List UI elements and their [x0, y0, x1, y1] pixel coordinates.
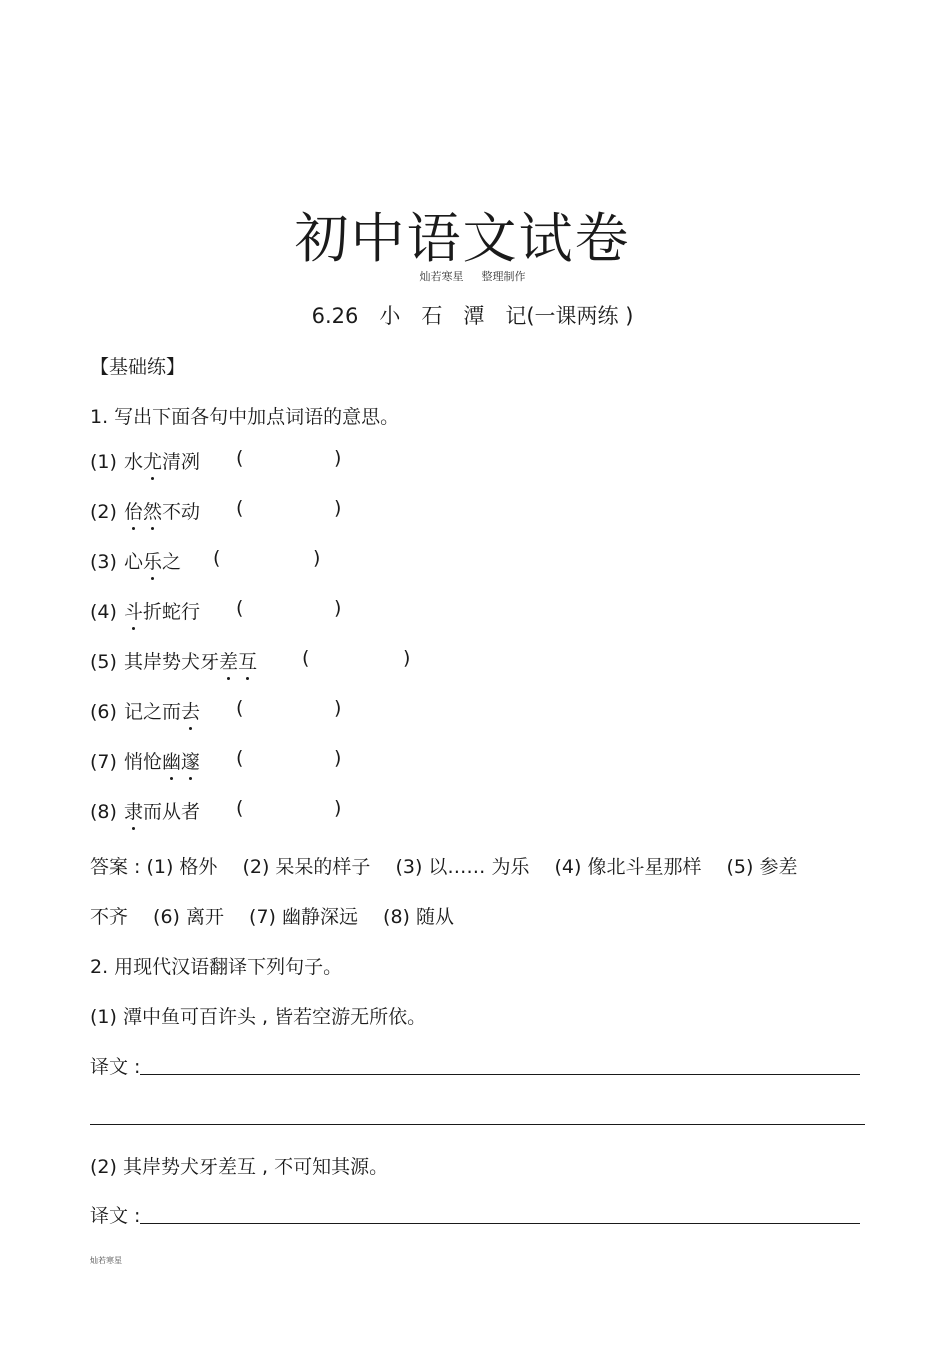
item-number: (8) — [90, 801, 117, 823]
item-char: 悄 — [124, 751, 144, 773]
emphasized-char: 幽 — [162, 751, 182, 773]
translation-label: 译文 : — [90, 1056, 141, 1078]
q1-item-6 — [90, 697, 200, 724]
item-number: (3) — [90, 551, 117, 573]
item-number: (5) — [90, 651, 117, 673]
blank-open-paren: ( — [236, 747, 244, 769]
item-text — [124, 451, 200, 473]
item-char: 从 — [162, 801, 182, 823]
emphasized-char: 邃 — [181, 751, 201, 773]
item-text — [124, 751, 200, 773]
blank-open-paren: ( — [236, 597, 244, 619]
item-char: 牙 — [200, 651, 220, 673]
blank-open-paren: ( — [236, 797, 244, 819]
lesson-title: 6.26 小 石 潭 记(一课两练 ) — [311, 304, 634, 328]
item-char: 心 — [124, 551, 144, 573]
item-number: (2) — [90, 501, 117, 523]
item-char: 水 — [124, 451, 144, 473]
author-name: 灿若寒星 — [419, 270, 464, 283]
blank-close-paren: ) — [334, 497, 342, 519]
q1-prompt: 1. 写出下面各句中加点词语的意思。 — [90, 406, 400, 428]
q2-prompt: 2. 用现代汉语翻译下列句子。 — [90, 956, 343, 978]
emphasized-char: 去 — [181, 701, 201, 723]
page-footer: 灿若寒星 — [90, 1256, 122, 1265]
q2-sentence-2: (2) 其岸势犬牙差互 , 不可知其源。 — [90, 1156, 389, 1178]
emphasized-char: 乐 — [143, 551, 163, 573]
blank-open-paren: ( — [236, 497, 244, 519]
credit-text: 整理制作 — [481, 270, 526, 283]
blank-open-paren: ( — [236, 697, 244, 719]
emphasized-char: 隶 — [124, 801, 144, 823]
q1-item-2 — [90, 497, 200, 524]
blank-close-paren: ) — [334, 597, 342, 619]
item-char: 犬 — [181, 651, 201, 673]
item-char: 动 — [181, 501, 201, 523]
item-char: 行 — [181, 601, 201, 623]
item-number: (4) — [90, 601, 117, 623]
blank-close-paren: ) — [334, 697, 342, 719]
item-char: 而 — [162, 701, 182, 723]
item-char: 折 — [143, 601, 163, 623]
translation-label: 译文 : — [90, 1205, 141, 1227]
section-label: 【基础练】 — [90, 356, 186, 378]
item-number: (7) — [90, 751, 117, 773]
item-text — [124, 501, 200, 523]
q1-item-7 — [90, 747, 200, 774]
item-char: 其 — [124, 651, 144, 673]
blank-open-paren: ( — [213, 547, 221, 569]
q1-item-3 — [90, 547, 181, 574]
answer-key-line-2: 不齐 (6) 离开 (7) 幽静深远 (8) 随从 — [90, 906, 454, 928]
emphasized-char: 斗 — [124, 601, 144, 623]
item-char: 之 — [162, 551, 182, 573]
item-char: 怆 — [143, 751, 163, 773]
item-text — [124, 551, 181, 573]
item-text — [124, 601, 200, 623]
item-char: 记 — [124, 701, 144, 723]
item-char: 冽 — [181, 451, 201, 473]
item-number: (1) — [90, 451, 117, 473]
item-number: (6) — [90, 701, 117, 723]
emphasized-char: 差 — [219, 651, 239, 673]
emphasized-char: 佁 — [124, 501, 144, 523]
q1-item-4 — [90, 597, 200, 624]
item-text — [124, 801, 200, 823]
emphasized-char: 互 — [238, 651, 258, 673]
answer-line — [140, 1074, 860, 1075]
blank-close-paren: ) — [334, 747, 342, 769]
item-char: 清 — [162, 451, 182, 473]
answer-line — [90, 1124, 865, 1125]
blank-open-paren: ( — [302, 647, 310, 669]
page-title: 初中语文试卷 — [294, 207, 631, 270]
item-text — [124, 701, 200, 723]
item-char: 不 — [162, 501, 182, 523]
answer-key-line-1: 答案 : (1) 格外 (2) 呆呆的样子 (3) 以…… 为乐 (4) 像北斗星那样 (5) 参差 — [90, 856, 798, 878]
item-char: 势 — [162, 651, 182, 673]
blank-close-paren: ) — [334, 797, 342, 819]
q1-item-5 — [90, 647, 257, 674]
item-char: 蛇 — [162, 601, 182, 623]
emphasized-char: 尤 — [143, 451, 163, 473]
item-char: 之 — [143, 701, 163, 723]
blank-close-paren: ) — [334, 447, 342, 469]
blank-open-paren: ( — [236, 447, 244, 469]
answer-line — [140, 1223, 860, 1224]
blank-close-paren: ) — [313, 547, 321, 569]
q1-item-1 — [90, 447, 200, 474]
item-char: 岸 — [143, 651, 163, 673]
page-subtitle — [0, 268, 945, 284]
blank-close-paren: ) — [403, 647, 411, 669]
q2-sentence-1: (1) 潭中鱼可百许头 , 皆若空游无所依。 — [90, 1006, 427, 1028]
item-char: 者 — [181, 801, 201, 823]
q1-item-8 — [90, 797, 200, 824]
item-char: 而 — [143, 801, 163, 823]
item-text — [124, 651, 257, 673]
emphasized-char: 然 — [143, 501, 163, 523]
